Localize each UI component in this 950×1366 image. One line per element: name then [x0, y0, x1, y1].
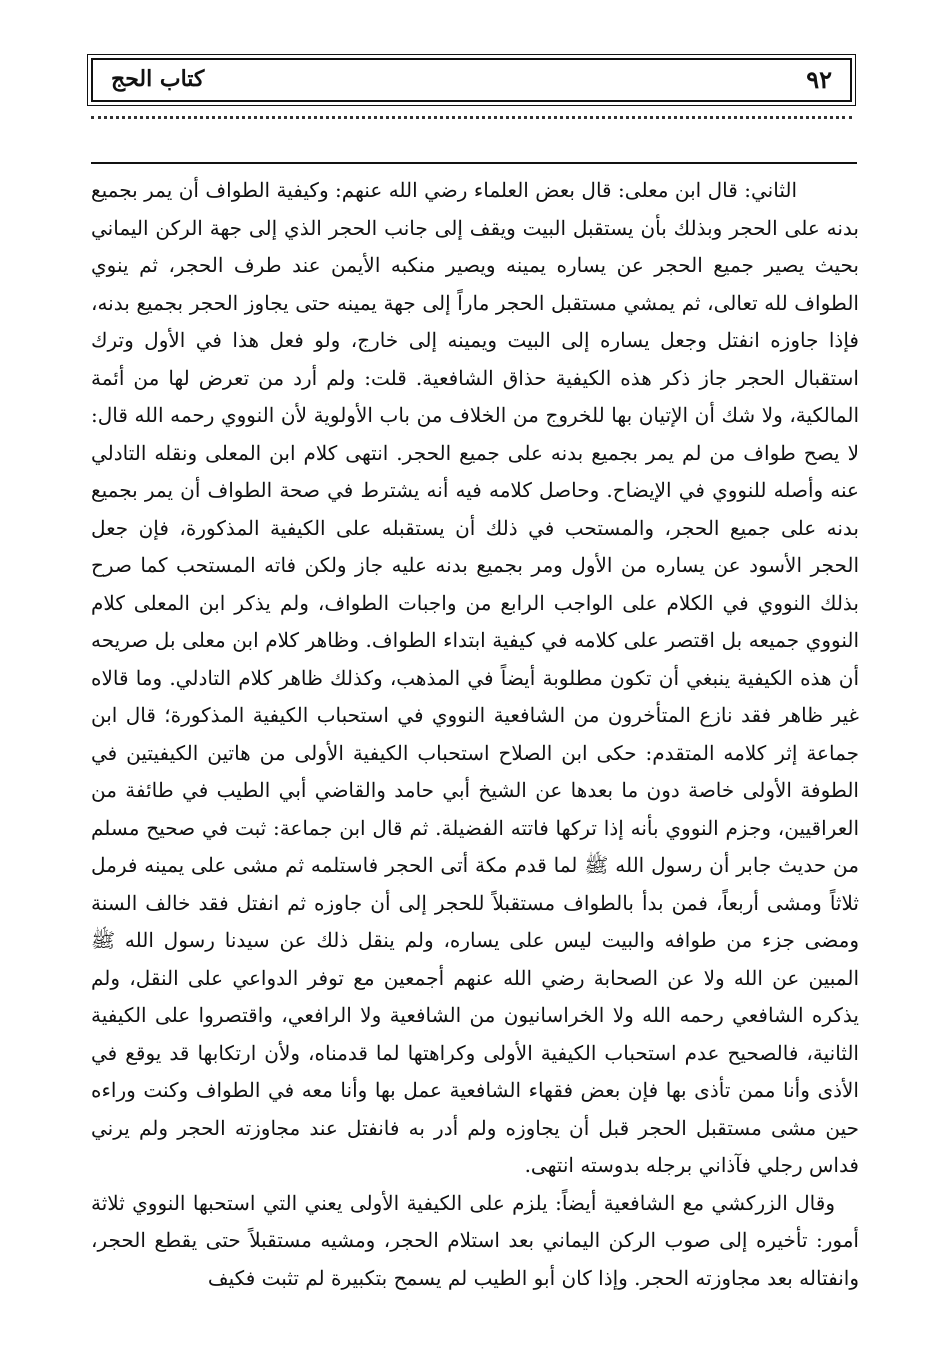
page-number: ٩٢ — [806, 65, 832, 94]
paragraph: الثاني: قال ابن معلى: قال بعض العلماء رضي الله عنهم: وكيفية الطواف أن يمر بجميع بدنه على الحجر وبذلك بأن يستقبل البيت ويقف إلى جانب الحجر الذي إلى جهة الركن اليماني بحيث يصير جميع الحجر عن يساره يمينه ويصير منكبه الأيمن عند طرف الحجر، ثم ينوي الطواف لله تعالى، ثم يمشي مستقبل الحجر ماراً إلى جهة يمينه حتى يجاوز الحجر بجميع بدنه، فإذا جاوزه انفتل وجعل يساره إلى البيت ويمينه إلى خارج، ولو فعل هذا في الأول وترك استقبال الحجر جاز ذكر هذه الكيفية حذاق الشافعية. قلت: ولم أرد من تعرض لها من أئمة المالكية، ولا شك أن الإتيان بها للخروج من الخلاف من باب الأولوية لأن النووي رحمه الله قال: لا يصح طواف من لم يمر بجميع بدنه على جميع الحجر. انتهى كلام ابن المعلى ونقله التادلي عنه وأصله للنووي في الإيضاح. وحاصل كلامه فيه أنه يشترط في صحة الطواف أن يمر بجميع بدنه على جميع الحجر، والمستحب في ذلك أن يستقبله على الكيفية المذكورة، فإن جعل الحجر الأسود عن يساره من الأول ومر بجميع بدنه عليه جاز ولكن فاته المستحب كما صرح بذلك النووي في الكلام على الواجب الرابع من واجبات الطواف، ولم يذكر ابن المعلى كلام النووي جميعه بل اقتصر على كلامه في كيفية ابتداء الطواف. وظاهر كلام ابن معلى بل صريحه أن هذه الكيفية ينبغي أن تكون مطلوبة أيضاً في المذهب، وكذلك ظاهر كلام التادلي. وما قالاه غير ظاهر فقد نازع المتأخرون من الشافعية النووي في استحباب الكيفية المذكورة؛ قال ابن جماعة إثر كلامه المتقدم: حكى ابن الصلاح استحباب الكيفية الأولى من هاتين الكيفيتين في الطوفة الأولى خاصة دون ما بعدها عن الشيخ أبي حامد والقاضي أبي الطيب في طائفة من العراقيين، وجزم النووي بأنه إذا تركها فاتته الفضيلة. ثم قال ابن جماعة: ثبت في صحيح مسلم من حديث جابر أن رسول الله ﷺ لما قدم مكة أتى الحجر فاستلمه ثم مشى على يمينه فرمل ثلاثاً ومشى أربعاً، فمن بدأ بالطواف مستقبلاً للحجر إلى أن جاوزه ثم انفتل فقد خالف السنة ومضى جزء من طوافه والبيت ليس على يساره، ولم ينقل ذلك عن سيدنا رسول الله ﷺ المبين عن الله ولا عن الصحابة رضي الله عنهم أجمعين مع توفر الدواعي على النقل، ولم يذكره الشافعي رحمه الله ولا الخراسانيون من الشافعية ولا الرافعي، واقتصروا على الكيفية الثانية، فالصحيح عدم استحباب الكيفية الأولى وكراهتها لما قدمناه، ولأن ارتكابها قد يوقع في الأذى وأنا ممن تأذى بها فإن بعض فقهاء الشافعية عمل بها وأنا معه في الطواف وكنت وراءه حين مشى مستقبل الحجر قبل أن يجاوزه ولم أدر به فانفتل عند مجاوزته الحجر ولم يرني فداس رجلي فآذاني برجله بدوسته انتهى. — [91, 178, 859, 1177]
paragraph: وقال الزركشي مع الشافعية أيضاً: يلزم على الكيفية الأولى يعني التي استحبها النووي ثلاثة أمور: تأخيره إلى صوب الركن اليماني بعد استلام الحجر، ومشيه مستقبلاً حتى يقطع الحجر، وانفتاله بعد مجاوزته الحجر. وإذا كان أبو الطيب لم يسمح بتكبيرة لم تثبت فكيف — [91, 1190, 859, 1290]
body-text — [91, 172, 859, 1297]
dotted-separator — [91, 116, 852, 119]
header-rule — [91, 162, 857, 164]
running-header — [91, 58, 852, 102]
book-title: كتاب الحج — [111, 66, 205, 92]
